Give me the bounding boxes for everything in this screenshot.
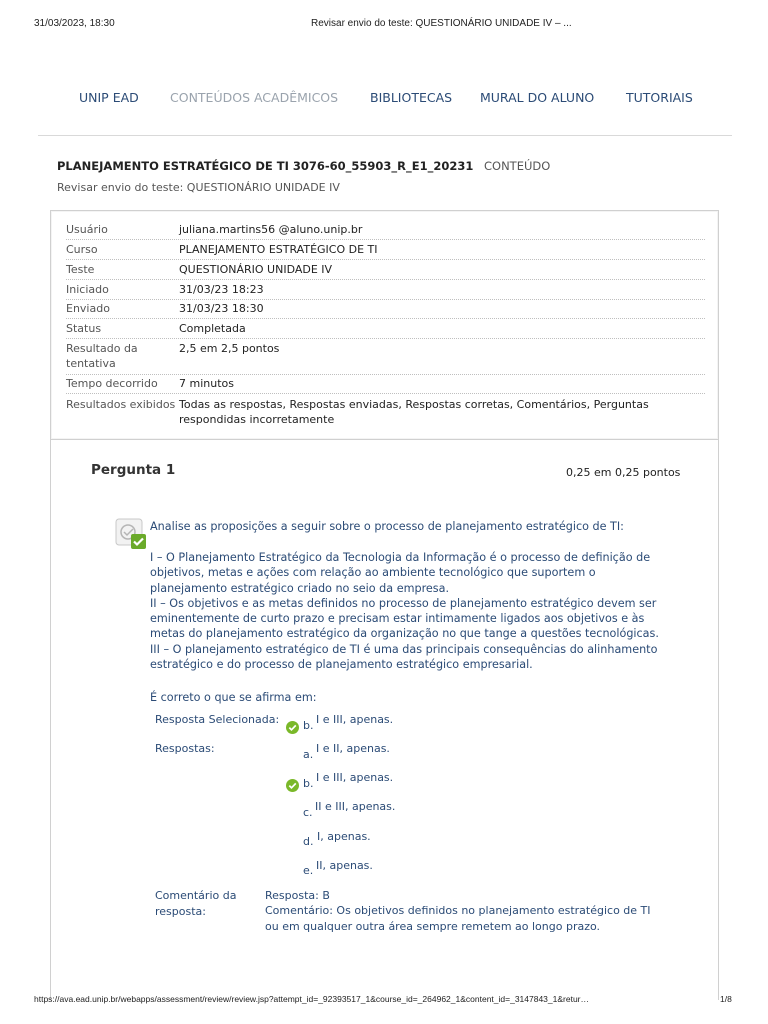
info-label: Curso: [66, 243, 98, 256]
comment-label-line: resposta:: [155, 904, 206, 918]
answer-text: II, apenas.: [316, 859, 373, 872]
correct-check-icon: [286, 721, 299, 734]
info-row-sent: [66, 301, 705, 319]
info-value-line: respondidas incorretamente: [179, 413, 335, 426]
info-label-line: Resultado da: [66, 342, 138, 355]
selected-answer-text: I e III, apenas.: [316, 713, 394, 726]
print-page-number: 1/8: [720, 994, 732, 1004]
info-label-line: tentativa: [66, 357, 116, 370]
info-row-user: [66, 222, 705, 240]
comment-label: [155, 888, 236, 919]
info-row-started: [66, 282, 705, 300]
print-datetime: 31/03/2023, 18:30: [34, 18, 115, 29]
info-value: PLANEJAMENTO ESTRATÉGICO DE TI: [179, 243, 378, 256]
info-value-line: Todas as respostas, Respostas enviadas, Respostas corretas, Comentários, Perguntas: [179, 398, 649, 411]
info-value: Completada: [179, 322, 246, 335]
question-title: Pergunta 1: [91, 462, 176, 478]
nav-divider: [38, 135, 732, 136]
statement-line: objetivos, metas e ações com relação ao ambiente tecnológico que suportem o: [150, 566, 596, 580]
info-row-course: [66, 242, 705, 260]
answer-letter: d.: [303, 835, 314, 848]
answer-text: I, apenas.: [317, 830, 371, 843]
answer-text: I e III, apenas.: [316, 771, 394, 784]
answer-letter: b.: [303, 777, 314, 790]
print-doc-title: Revisar envio do teste: QUESTIONÁRIO UNIDADE IV – ...: [311, 18, 572, 29]
page-title: Revisar envio do teste: QUESTIONÁRIO UNIDADE IV: [57, 181, 340, 194]
info-row-result: [66, 341, 705, 375]
comment-answer: Resposta: B: [265, 889, 330, 902]
answers-label: Respostas:: [155, 742, 215, 755]
info-row-time: [66, 376, 705, 394]
attempt-info-panel: [50, 210, 719, 440]
question-statement: [150, 550, 670, 672]
content-link[interactable]: CONTEÚDO: [484, 159, 551, 173]
top-nav: [0, 90, 768, 110]
answer-text: II e III, apenas.: [315, 800, 396, 813]
nav-tutoriais[interactable]: TUTORIAIS: [626, 90, 693, 105]
info-label: [66, 341, 178, 371]
correct-answer-icon: [115, 518, 147, 550]
selected-answer-label: Resposta Selecionada:: [155, 713, 280, 726]
info-value: 2,5 em 2,5 pontos: [179, 342, 280, 355]
info-value: [179, 397, 705, 427]
comment-line: Comentário: Os objetivos definidos no planejamento estratégico de TI: [265, 904, 651, 918]
answer-letter: e.: [303, 864, 314, 877]
print-url: https://ava.ead.unip.br/webapps/assessment/review/review.jsp?attempt_id=_92393517_1&course_id=_264962_1&content_id=_3147843_1&retur…: [34, 994, 590, 1004]
statement-line: metas do planejamento estratégico da organização no que tange a questões tecnológicas.: [150, 627, 659, 641]
info-value: juliana.martins56 @aluno.unip.br: [179, 223, 363, 236]
info-value: 31/03/23 18:30: [179, 302, 264, 315]
statement-line: eminentemente de curto prazo e precisam estar intimamente ligados aos objetivos e às: [150, 612, 645, 626]
info-label: Status: [66, 322, 102, 335]
nav-bibliotecas[interactable]: BIBLIOTECAS: [370, 90, 453, 105]
info-row-test: [66, 262, 705, 280]
statement-line: estratégico e do processo de planejamento estratégico empresarial.: [150, 658, 533, 672]
info-value: QUESTIONÁRIO UNIDADE IV: [179, 263, 333, 276]
answer-letter: c.: [303, 806, 313, 819]
info-label: Usuário: [66, 223, 108, 236]
answer-text: I e II, apenas.: [316, 742, 390, 755]
question-intro: Analise as proposições a seguir sobre o processo de planejamento estratégico de TI:: [150, 520, 624, 533]
answer-comment: [265, 888, 651, 934]
course-title[interactable]: PLANEJAMENTO ESTRATÉGICO DE TI 3076-60_55903_R_E1_20231: [57, 159, 474, 173]
statement-line: III – O planejamento estratégico de TI é uma das principais consequências do alinhamento: [150, 642, 658, 656]
info-label: Tempo decorrido: [66, 377, 158, 390]
question-score: 0,25 em 0,25 pontos: [566, 466, 681, 479]
comment-label-line: Comentário da: [155, 889, 237, 902]
info-value: 31/03/23 18:23: [179, 283, 264, 296]
info-label: Teste: [66, 263, 95, 276]
info-label: Resultados exibidos: [66, 398, 176, 411]
info-row-shown: [66, 397, 705, 429]
question-prompt: É correto o que se afirma em:: [150, 691, 317, 704]
comment-line: ou em qualquer outra área sempre remetem ao longo prazo.: [265, 919, 601, 933]
statement-line: planejamento estratégico criado no seio da empresa.: [150, 581, 450, 595]
nav-mural-do-aluno[interactable]: MURAL DO ALUNO: [480, 90, 595, 105]
info-label: Enviado: [66, 302, 110, 315]
statement-line: II – Os objetivos e as metas definidos no processo de planejamento estratégico devem ser: [150, 596, 657, 610]
info-label: Iniciado: [66, 283, 109, 296]
answer-letter: a.: [303, 748, 314, 761]
info-row-status: [66, 321, 705, 339]
nav-conteudos-academicos[interactable]: CONTEÚDOS ACADÊMICOS: [170, 90, 339, 105]
correct-check-icon: [286, 779, 299, 792]
nav-unip-ead[interactable]: UNIP EAD: [79, 90, 139, 105]
statement-line: I – O Planejamento Estratégico da Tecnologia da Informação é o processo de definição de: [150, 551, 651, 564]
selected-answer-letter: b.: [303, 719, 314, 732]
info-value: 7 minutos: [179, 377, 234, 390]
